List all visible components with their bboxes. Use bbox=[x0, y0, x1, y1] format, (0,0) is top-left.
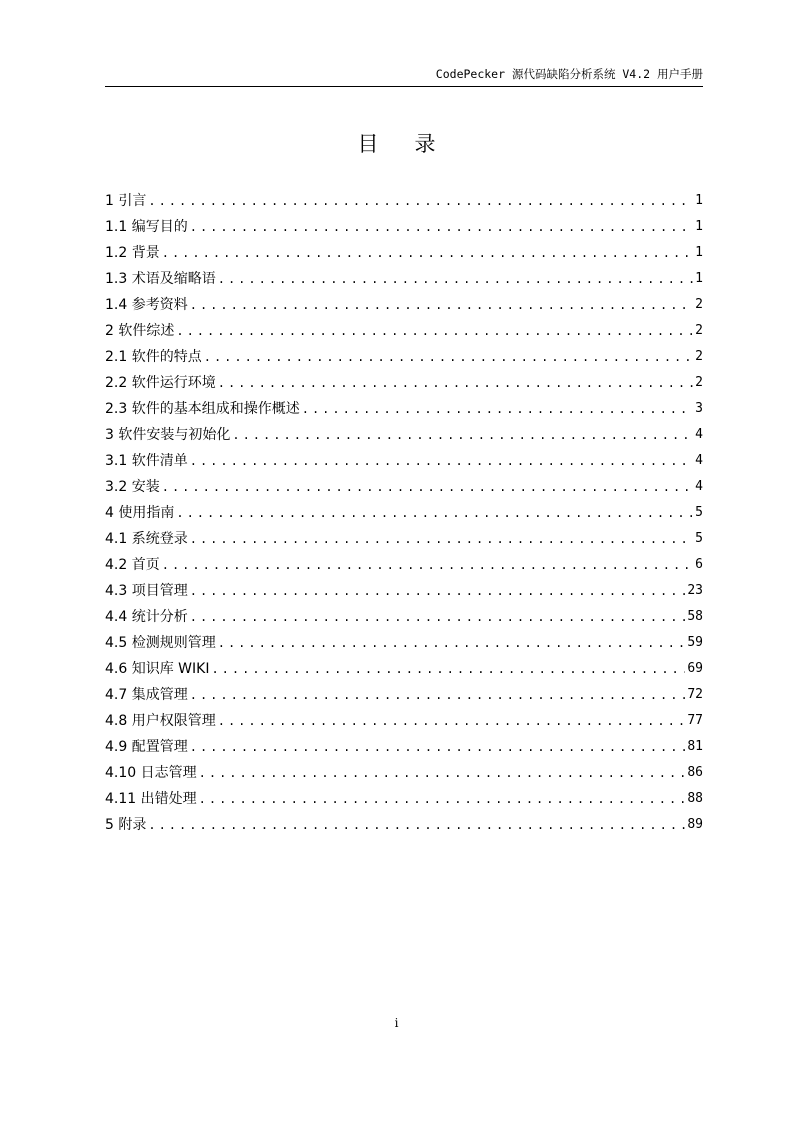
toc-entry-page: 81 bbox=[687, 739, 703, 754]
toc-leader-dots bbox=[218, 370, 693, 396]
toc-leader-dots bbox=[218, 708, 686, 734]
header-divider bbox=[105, 86, 703, 87]
toc-entry-page: 2 bbox=[695, 349, 703, 364]
toc-entry-page: 6 bbox=[695, 557, 703, 572]
toc-entry[interactable] bbox=[105, 552, 703, 578]
toc-entry[interactable] bbox=[105, 474, 703, 500]
toc-entry-page: 59 bbox=[687, 635, 703, 650]
toc-entry-label: 1 引言 bbox=[105, 193, 147, 209]
toc-entry[interactable] bbox=[105, 266, 703, 292]
toc-entry[interactable] bbox=[105, 500, 703, 526]
toc-entry-label: 4.2 首页 bbox=[105, 557, 160, 573]
toc-leader-dots bbox=[190, 448, 693, 474]
toc-entry-page: 1 bbox=[695, 219, 703, 234]
toc-leader-dots bbox=[218, 266, 693, 292]
toc-entry-label: 1.2 背景 bbox=[105, 245, 160, 261]
toc-leader-dots bbox=[162, 240, 693, 266]
toc-leader-dots bbox=[204, 344, 693, 370]
toc-entry[interactable] bbox=[105, 630, 703, 656]
toc-leader-dots bbox=[232, 422, 693, 448]
toc-entry[interactable] bbox=[105, 422, 703, 448]
toc-entry[interactable] bbox=[105, 708, 703, 734]
toc-entry-page: 1 bbox=[695, 271, 703, 286]
toc-leader-dots bbox=[190, 578, 686, 604]
toc-leader-dots bbox=[211, 656, 685, 682]
page-title: 目录 bbox=[357, 132, 472, 156]
toc-entry-page: 23 bbox=[687, 583, 703, 598]
toc-entry-page: 4 bbox=[695, 453, 703, 468]
toc-entry[interactable] bbox=[105, 786, 703, 812]
toc-entry-page: 2 bbox=[695, 297, 703, 312]
toc-entry-label: 4 使用指南 bbox=[105, 505, 175, 521]
toc-leader-dots bbox=[148, 812, 685, 838]
toc-entry[interactable] bbox=[105, 448, 703, 474]
toc-entry[interactable] bbox=[105, 396, 703, 422]
toc-leader-dots bbox=[190, 604, 686, 630]
toc-entry-label: 2 软件综述 bbox=[105, 323, 175, 339]
toc-entry-label: 4.10 日志管理 bbox=[105, 765, 197, 781]
toc-entry[interactable] bbox=[105, 188, 703, 214]
toc-entry-page: 77 bbox=[687, 713, 703, 728]
toc-entry[interactable] bbox=[105, 370, 703, 396]
toc-entry[interactable] bbox=[105, 292, 703, 318]
toc-leader-dots bbox=[176, 500, 693, 526]
toc-entry-label: 1.1 编写目的 bbox=[105, 219, 188, 235]
toc-entry-label: 4.4 统计分析 bbox=[105, 609, 188, 625]
toc-entry[interactable] bbox=[105, 734, 703, 760]
toc-entry-page: 1 bbox=[695, 193, 703, 208]
toc-entry-label: 4.3 项目管理 bbox=[105, 583, 188, 599]
toc-entry-page: 4 bbox=[695, 479, 703, 494]
toc-entry-page: 86 bbox=[687, 765, 703, 780]
toc-leader-dots bbox=[302, 396, 693, 422]
table-of-contents bbox=[105, 188, 703, 838]
toc-entry-page: 69 bbox=[687, 661, 703, 676]
toc-entry-page: 3 bbox=[695, 401, 703, 416]
toc-entry-label: 3.2 安装 bbox=[105, 479, 160, 495]
toc-entry-label: 2.2 软件运行环境 bbox=[105, 375, 216, 391]
toc-leader-dots bbox=[190, 734, 686, 760]
toc-entry-label: 2.1 软件的特点 bbox=[105, 349, 202, 365]
toc-entry[interactable] bbox=[105, 214, 703, 240]
toc-leader-dots bbox=[176, 318, 693, 344]
toc-entry[interactable] bbox=[105, 526, 703, 552]
toc-leader-dots bbox=[190, 292, 693, 318]
toc-entry-label: 4.11 出错处理 bbox=[105, 791, 197, 807]
toc-entry-label: 4.8 用户权限管理 bbox=[105, 713, 216, 729]
toc-entry-label: 4.1 系统登录 bbox=[105, 531, 188, 547]
toc-entry-label: 4.6 知识库 WIKI bbox=[105, 661, 210, 677]
toc-entry-page: 1 bbox=[695, 245, 703, 260]
toc-entry[interactable] bbox=[105, 240, 703, 266]
toc-entry-page: 2 bbox=[695, 375, 703, 390]
toc-entry-label: 4.9 配置管理 bbox=[105, 739, 188, 755]
toc-entry[interactable] bbox=[105, 318, 703, 344]
toc-entry[interactable] bbox=[105, 604, 703, 630]
toc-entry[interactable] bbox=[105, 682, 703, 708]
toc-entry-label: 2.3 软件的基本组成和操作概述 bbox=[105, 401, 300, 417]
page-number: i bbox=[394, 1016, 399, 1030]
toc-entry[interactable] bbox=[105, 760, 703, 786]
page-header: CodePecker 源代码缺陷分析系统 V4.2 用户手册 bbox=[435, 67, 703, 81]
toc-entry-page: 58 bbox=[687, 609, 703, 624]
toc-entry-label: 5 附录 bbox=[105, 817, 147, 833]
toc-leader-dots bbox=[199, 786, 686, 812]
toc-entry-label: 1.4 参考资料 bbox=[105, 297, 188, 313]
toc-leader-dots bbox=[190, 526, 693, 552]
toc-entry[interactable] bbox=[105, 812, 703, 838]
toc-leader-dots bbox=[190, 682, 686, 708]
toc-entry[interactable] bbox=[105, 656, 703, 682]
toc-entry-label: 4.7 集成管理 bbox=[105, 687, 188, 703]
toc-entry-page: 2 bbox=[695, 323, 703, 338]
toc-leader-dots bbox=[148, 188, 693, 214]
toc-entry-page: 4 bbox=[695, 427, 703, 442]
toc-entry-page: 88 bbox=[687, 791, 703, 806]
toc-leader-dots bbox=[218, 630, 686, 656]
toc-leader-dots bbox=[162, 552, 693, 578]
toc-entry-label: 3.1 软件清单 bbox=[105, 453, 188, 469]
toc-leader-dots bbox=[162, 474, 693, 500]
toc-entry-page: 89 bbox=[687, 817, 703, 832]
toc-entry[interactable] bbox=[105, 578, 703, 604]
toc-leader-dots bbox=[199, 760, 686, 786]
toc-entry-page: 72 bbox=[687, 687, 703, 702]
toc-entry-label: 1.3 术语及缩略语 bbox=[105, 271, 216, 287]
toc-entry-page: 5 bbox=[695, 505, 703, 520]
toc-entry-page: 5 bbox=[695, 531, 703, 546]
toc-entry-label: 3 软件安装与初始化 bbox=[105, 427, 231, 443]
toc-entry[interactable] bbox=[105, 344, 703, 370]
toc-entry-label: 4.5 检测规则管理 bbox=[105, 635, 216, 651]
toc-leader-dots bbox=[190, 214, 693, 240]
